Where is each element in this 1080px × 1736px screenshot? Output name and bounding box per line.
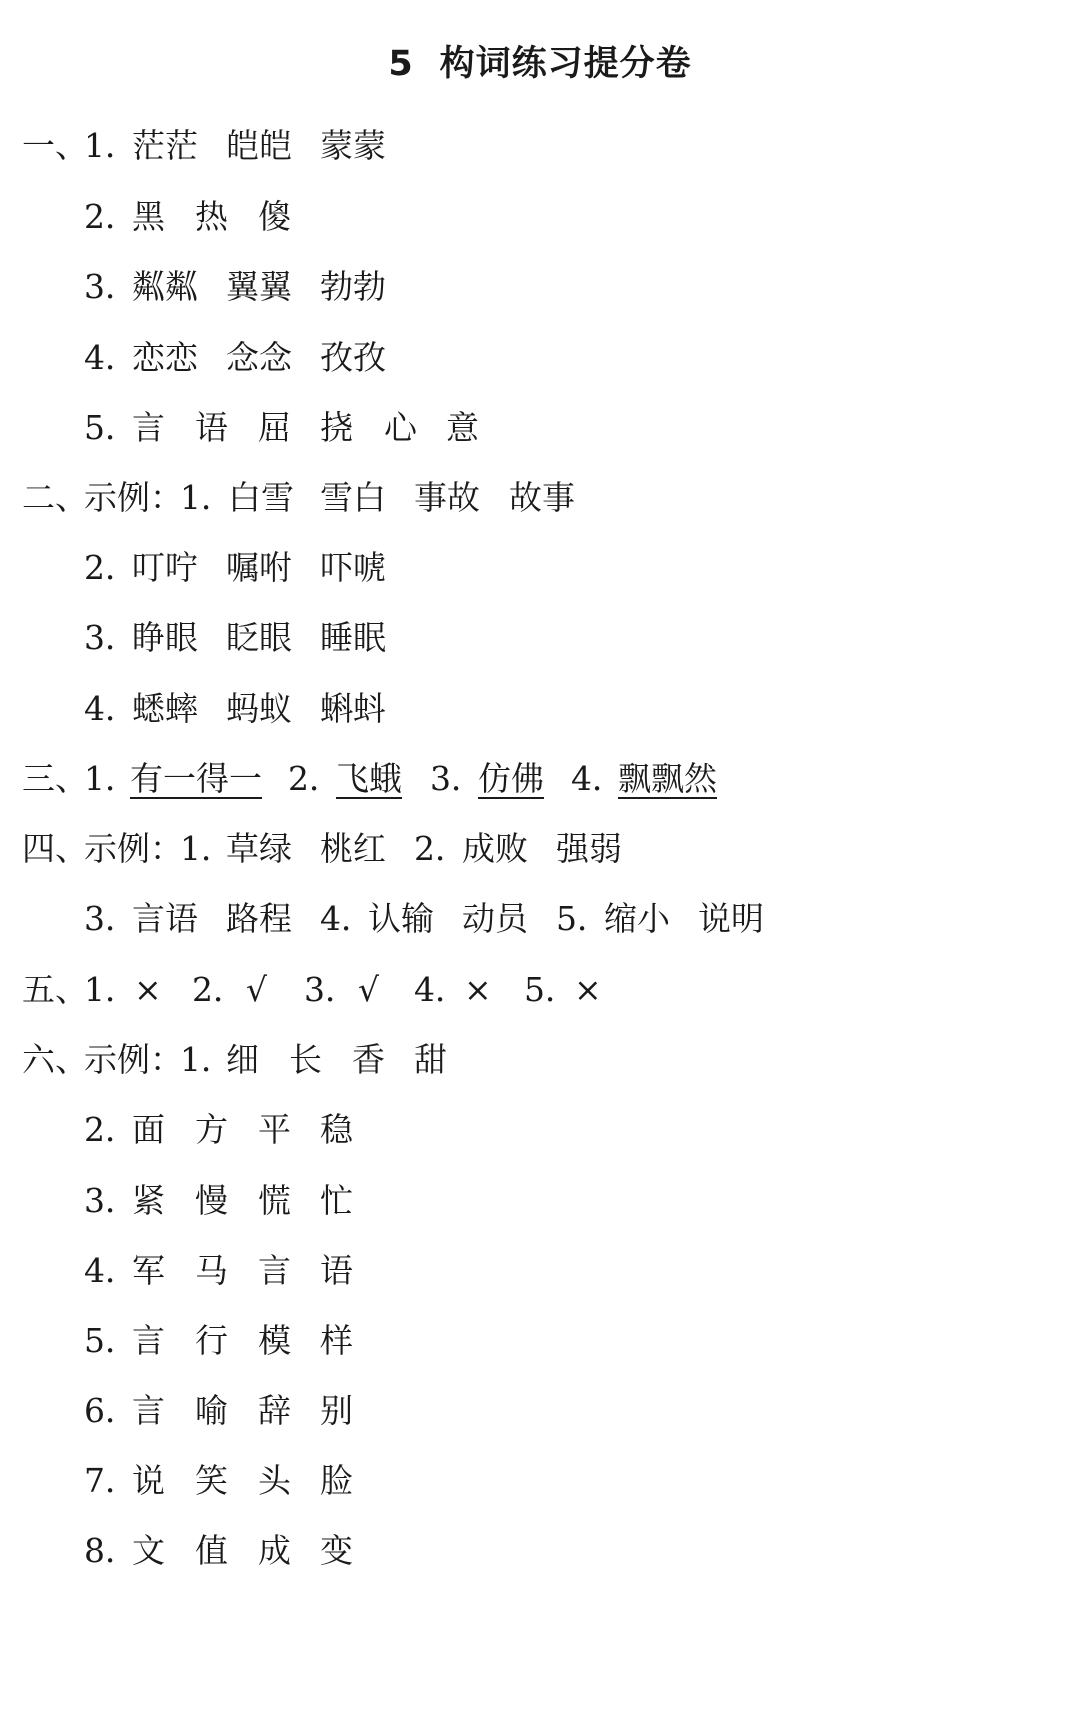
answer-word: 言 — [132, 408, 165, 447]
answer-word: 慌 — [258, 1181, 291, 1220]
item-number: 3． — [84, 618, 138, 657]
answer-word: 恋恋 — [132, 338, 198, 377]
answer-word: 蟋蟀 — [132, 689, 198, 728]
answer-word: 军 — [132, 1251, 165, 1290]
answer-word: 甜 — [414, 1040, 447, 1079]
underlined-answer: 飞蛾 — [336, 759, 402, 798]
answer-word: 细 — [226, 1040, 259, 1079]
answer-word: 睁眼 — [132, 618, 198, 657]
answer-word: 傻 — [258, 197, 291, 236]
answer-word: 强弱 — [556, 829, 622, 868]
item-number: 4． — [84, 338, 138, 377]
answer-word: 蚂蚁 — [226, 689, 292, 728]
item-number: 1． — [180, 478, 234, 517]
answer-word: 头 — [258, 1461, 291, 1500]
section-number: 六、 — [22, 1040, 88, 1079]
item-number: 1． — [84, 759, 138, 798]
answer-word: 香 — [352, 1040, 385, 1079]
answer-word: 缩小 — [604, 899, 670, 938]
underlined-answer: 有一得一 — [130, 759, 262, 798]
answer-word: 喻 — [195, 1391, 228, 1430]
example-label: 示例： — [84, 478, 183, 517]
section-number: 三、 — [22, 759, 88, 798]
answer-word: 值 — [195, 1531, 228, 1570]
answer-word: 黑 — [132, 197, 165, 236]
answer-word: 长 — [289, 1040, 322, 1079]
answer-word: 动员 — [462, 899, 528, 938]
item-number: 2． — [84, 1110, 138, 1149]
item-number: 5． — [524, 970, 578, 1009]
item-number: 2． — [288, 759, 342, 798]
answer-word: 蝌蚪 — [320, 689, 386, 728]
item-number: 2． — [192, 970, 246, 1009]
answer-word: 粼粼 — [132, 267, 198, 306]
answer-word: 睡眠 — [320, 618, 386, 657]
answer-word: 笑 — [195, 1461, 228, 1500]
item-number: 1． — [84, 126, 138, 165]
section-number: 五、 — [22, 970, 88, 1009]
answer-word: 说明 — [698, 899, 764, 938]
answer-word: 叮咛 — [132, 548, 198, 587]
answer-word: 成 — [258, 1531, 291, 1570]
answer-word: 言语 — [132, 899, 198, 938]
title-text: 构词练习提分卷 — [439, 44, 692, 84]
answer-word: 桃红 — [320, 829, 386, 868]
answer-word: 屈 — [258, 408, 291, 447]
answer-word: 紧 — [132, 1181, 165, 1220]
cross-mark: × — [134, 970, 162, 1009]
item-number: 8． — [84, 1531, 138, 1570]
answer-word: 语 — [195, 408, 228, 447]
answer-word: 忙 — [320, 1181, 353, 1220]
answer-word: 蒙蒙 — [320, 126, 386, 165]
answer-word: 茫茫 — [132, 126, 198, 165]
answer-word: 言 — [132, 1391, 165, 1430]
answer-word: 挠 — [320, 408, 353, 447]
item-number: 3． — [430, 759, 484, 798]
answer-word: 孜孜 — [320, 338, 386, 377]
answer-word: 心 — [384, 408, 417, 447]
answer-word: 热 — [195, 197, 228, 236]
answer-word: 变 — [320, 1531, 353, 1570]
item-number: 3． — [84, 899, 138, 938]
answer-word: 言 — [258, 1251, 291, 1290]
answer-word: 样 — [320, 1321, 353, 1360]
page-title — [0, 42, 1080, 86]
answer-word: 草绿 — [226, 829, 292, 868]
item-number: 2． — [414, 829, 468, 868]
answer-word: 雪白 — [320, 478, 386, 517]
answer-word: 皑皑 — [226, 126, 292, 165]
item-number: 5． — [556, 899, 610, 938]
item-number: 6． — [84, 1391, 138, 1430]
answer-word: 故事 — [509, 478, 575, 517]
answer-word: 方 — [195, 1110, 228, 1149]
item-number: 5． — [84, 1321, 138, 1360]
item-number: 2． — [84, 197, 138, 236]
item-number: 4． — [84, 1251, 138, 1290]
title-number: 5 — [388, 44, 414, 84]
answer-word: 言 — [132, 1321, 165, 1360]
answer-word: 马 — [195, 1251, 228, 1290]
answer-word: 吓唬 — [320, 548, 386, 587]
underlined-answer: 仿佛 — [478, 759, 544, 798]
item-number: 4． — [84, 689, 138, 728]
item-number: 1． — [180, 829, 234, 868]
answer-word: 事故 — [414, 478, 480, 517]
check-mark: √ — [358, 970, 380, 1009]
item-number: 1． — [84, 970, 138, 1009]
answer-word: 慢 — [195, 1181, 228, 1220]
answer-word: 成败 — [462, 829, 528, 868]
item-number: 4． — [414, 970, 468, 1009]
answer-word: 意 — [446, 408, 479, 447]
answer-word: 勃勃 — [320, 267, 386, 306]
underlined-answer: 飘飘然 — [618, 759, 717, 798]
section-number: 四、 — [22, 829, 88, 868]
item-number: 3． — [84, 267, 138, 306]
section-number: 二、 — [22, 478, 88, 517]
answer-word: 白雪 — [228, 478, 294, 517]
item-number: 3． — [84, 1181, 138, 1220]
cross-mark: × — [464, 970, 492, 1009]
item-number: 3． — [304, 970, 358, 1009]
answer-word: 说 — [132, 1461, 165, 1500]
answer-word: 嘱咐 — [226, 548, 292, 587]
section-number: 一、 — [22, 126, 88, 165]
example-label: 示例： — [84, 829, 183, 868]
answer-word: 眨眼 — [226, 618, 292, 657]
item-number: 1． — [180, 1040, 234, 1079]
answer-word: 念念 — [226, 338, 292, 377]
example-label: 示例： — [84, 1040, 183, 1079]
answer-word: 面 — [132, 1110, 165, 1149]
answer-word: 别 — [320, 1391, 353, 1430]
answer-word: 稳 — [320, 1110, 353, 1149]
answer-word: 模 — [258, 1321, 291, 1360]
item-number: 7． — [84, 1461, 138, 1500]
answer-word: 认输 — [368, 899, 434, 938]
answer-word: 辞 — [258, 1391, 291, 1430]
answer-word: 脸 — [320, 1461, 353, 1500]
item-number: 4． — [320, 899, 374, 938]
answer-word: 平 — [258, 1110, 291, 1149]
answer-word: 语 — [320, 1251, 353, 1290]
answer-word: 文 — [132, 1531, 165, 1570]
cross-mark: × — [574, 970, 602, 1009]
answer-word: 路程 — [226, 899, 292, 938]
answer-word: 行 — [195, 1321, 228, 1360]
item-number: 5． — [84, 408, 138, 447]
check-mark: √ — [246, 970, 268, 1009]
item-number: 4． — [571, 759, 625, 798]
answer-word: 翼翼 — [226, 267, 292, 306]
item-number: 2． — [84, 548, 138, 587]
